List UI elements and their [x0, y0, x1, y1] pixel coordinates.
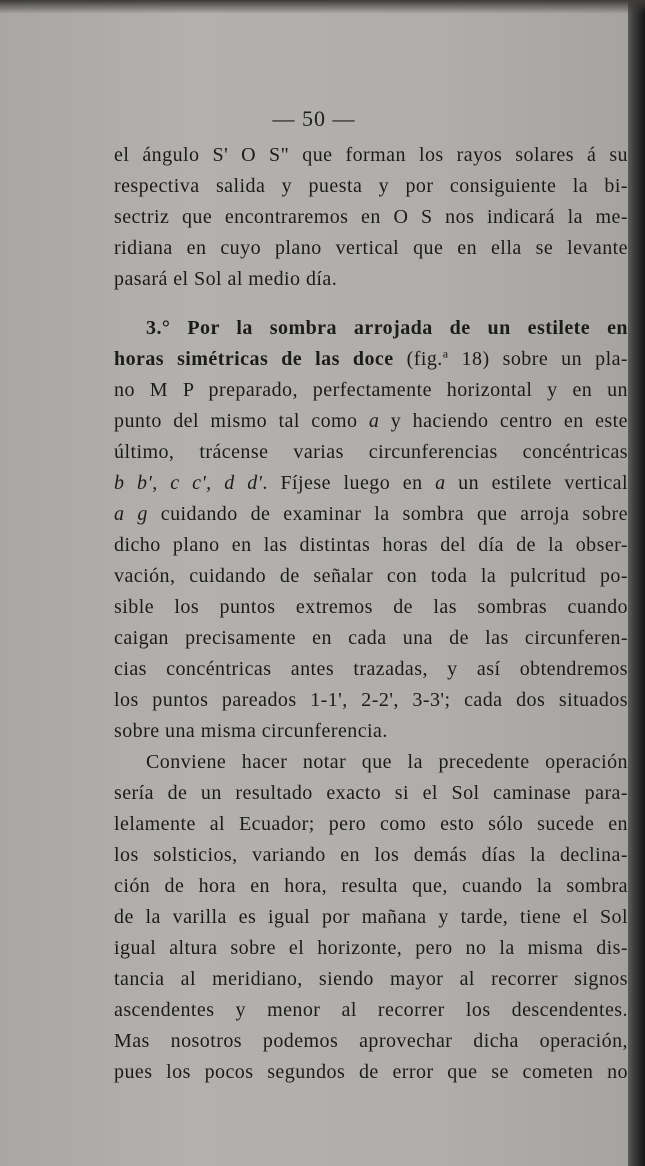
- text-line: dicho plano en las distintas horas del día de la obser-: [114, 534, 628, 556]
- text-line: [114, 408, 628, 435]
- text-line: pues los pocos segundos de error que se cometen no: [114, 1061, 628, 1083]
- text-line: igual altura sobre el horizonte, pero no la misma dis-: [114, 937, 628, 959]
- text-line: vación, cuidando de señalar con toda la pulcritud po-: [114, 565, 628, 587]
- text-line: [114, 346, 628, 373]
- text-line: ascendentes y menor al recorrer los descendentes.: [114, 999, 628, 1021]
- text-line: respectiva salida y puesta y por consiguiente la bi-: [114, 175, 628, 197]
- text-span: cuidando de examinar la sombra que arroja sobre: [147, 503, 628, 525]
- text-span: un estilete vertical: [445, 472, 628, 494]
- italic-variable: a: [435, 472, 446, 494]
- text-line: lelamente al Ecuador; pero como esto sólo sucede en: [114, 813, 628, 835]
- text-line: cias concéntricas antes trazadas, y así obtendremos: [114, 658, 628, 680]
- text-line: ción de hora en hora, resulta que, cuando la sombra: [114, 875, 628, 897]
- text-line: los puntos pareados 1-1', 2-2', 3-3'; cada dos situados: [114, 689, 628, 711]
- text-line: el ángulo S' O S" que forman los rayos solares á su: [114, 144, 628, 166]
- text-line: sectriz que encontraremos en O S nos indicará la me-: [114, 206, 628, 228]
- text-line: los solsticios, variando en los demás días la declina-: [114, 844, 628, 866]
- text-line: último, trácense varias circunferencias concéntricas: [114, 441, 628, 463]
- section-heading: 3.° Por la sombra arrojada de un estilete en: [146, 317, 628, 339]
- text-line: de la varilla es igual por mañana y tarde, tiene el Sol: [114, 906, 628, 928]
- text-span: 18) sobre un pla-: [448, 348, 628, 370]
- italic-variable: a g: [114, 503, 148, 525]
- italic-variable: a: [368, 410, 380, 432]
- text-line: tancia al meridiano, siendo mayor al recorrer signos: [114, 968, 628, 990]
- text-line: [114, 470, 628, 497]
- text-line: sobre una misma circunferencia.: [114, 720, 388, 742]
- superscript: a: [442, 346, 449, 361]
- text-line: [114, 501, 628, 528]
- text-line: no M P preparado, perfectamente horizontal y en un: [114, 379, 628, 401]
- page-edge-shadow: [628, 0, 645, 1166]
- top-shadow: [0, 0, 645, 14]
- text-line: sible los puntos extremos de las sombras cuando: [114, 596, 628, 618]
- text-span: y haciendo centro en este: [379, 410, 628, 432]
- text-span: . Fíjese luego en: [262, 472, 436, 494]
- text-line: ridiana en cuyo plano vertical que en ella se levante: [114, 237, 628, 259]
- text-span: punto del mismo tal como: [114, 410, 369, 432]
- section-heading-cont: horas simétricas de las doce: [114, 348, 394, 370]
- text-line: caigan precisamente en cada una de las circunferen-: [114, 627, 628, 649]
- text-line: pasará el Sol al medio día.: [114, 268, 338, 290]
- text-line: Conviene hacer notar que la precedente operación: [146, 751, 628, 773]
- text-span: (fig.: [393, 348, 443, 370]
- text-line: Mas nosotros podemos aprovechar dicha operación,: [114, 1030, 628, 1052]
- page-number: — 50 —: [272, 106, 356, 131]
- text-line: sería de un resultado exacto si el Sol caminase para-: [114, 782, 628, 804]
- italic-variable: b b', c c', d d': [114, 472, 263, 494]
